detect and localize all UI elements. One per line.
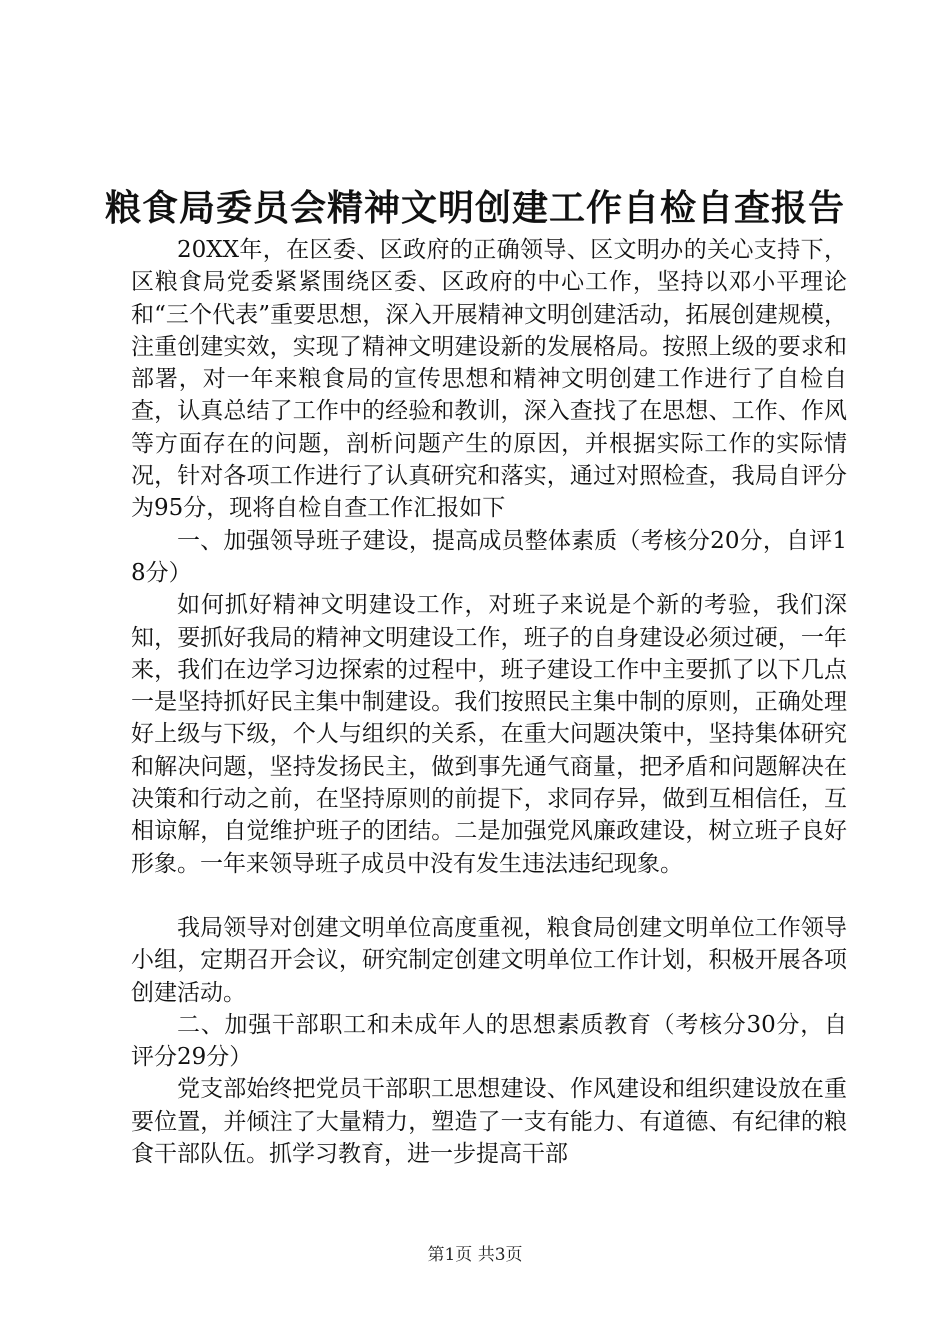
document-body (131, 234, 847, 1170)
paragraph-intro: 20XX年，在区委、区政府的正确领导、区文明办的关心支持下，区粮食局党委紧紧围绕区委、区政府的中心工作，坚持以邓小平理论和“三个代表”重要思想，深入开展精神文明创建活动，拓展创建规模，注重创建实效，实现了精神文明建设新的发展格局。按照上级的要求和部署，对一年来粮食局的宣传思想和精神文明创建工作进行了自检自查，认真总结了工作中的经验和教训，深入查找了在思想、工作、作风等方面存在的问题，剖析问题产生的原因，并根据实际工作的实际情况，针对各项工作进行了认真研究和落实，通过对照检查，我局自评分为95分，现将自检自查工作汇报如下 (131, 237, 847, 522)
document-title: 粮食局委员会精神文明创建工作自检自查报告 (104, 187, 845, 229)
section-heading-2: 二、加强干部职工和未成年人的思想素质教育（考核分30分，自评分29分） (131, 1011, 847, 1071)
page-number: 第1页 共3页 (427, 1245, 523, 1265)
paragraph-leadership: 如何抓好精神文明建设工作，对班子来说是个新的考验，我们深知，要抓好我局的精神文明建设工作，班子的自身建设必须过硬，一年来，我们在边学习边探索的过程中，班子建设工作中主要抓了以下几点一是坚持抓好民主集中制建设。我们按照民主集中制的原则，正确处理好上级与下级，个人与组织的关系，在重大问题决策中，坚持集体研究和解决问题，坚持发扬民主，做到事先通气商量，把矛盾和问题解决在决策和行动之前，在坚持原则的前提下，求同存异，做到互相信任，互相谅解，自觉维护班子的团结。二是加强党风廉政建设，树立班子良好形象。一年来领导班子成员中没有发生违法违纪现象。 (131, 592, 847, 877)
section-heading-1: 一、加强领导班子建设，提高成员整体素质（考核分20分，自评18分） (131, 527, 847, 586)
paragraph-attention: 我局领导对创建文明单位高度重视，粮食局创建文明单位工作领导小组，定期召开会议，研究制定创建文明单位工作计划，积极开展各项创建活动。 (131, 914, 847, 1006)
paragraph-party-branch: 党支部始终把党员干部职工思想建设、作风建设和组织建设放在重要位置，并倾注了大量精力，塑造了一支有能力、有道德、有纪律的粮食干部队伍。抓学习教育，进一步提高干部 (131, 1076, 847, 1168)
